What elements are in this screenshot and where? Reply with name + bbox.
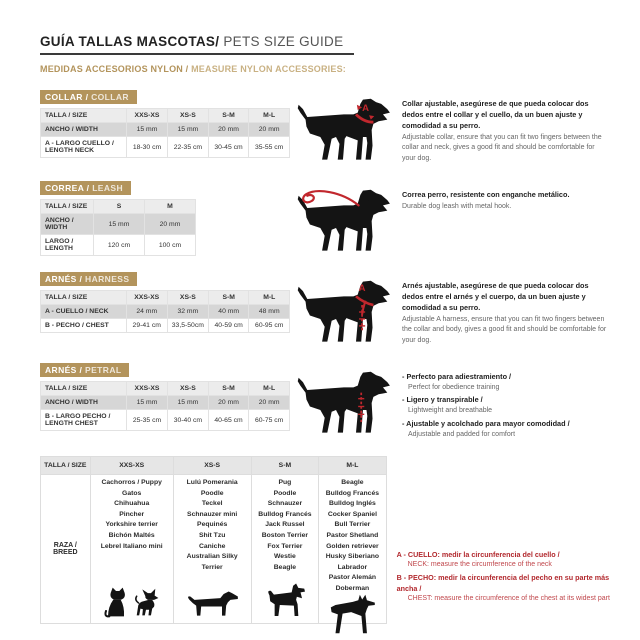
breed-item: Pug (278, 479, 292, 487)
petral-badge-en: PETRAL (85, 365, 122, 375)
value-cell: XXS-XS (126, 291, 167, 305)
value-cell: 15 mm (126, 123, 167, 137)
value-cell: 15 mm (168, 123, 209, 137)
value-cell: 30-40 cm (168, 410, 209, 431)
collar-desc-es: Collar ajustable, asegúrese de que pueda colocar dos dedos entre el collar y el cuello, da un buen ajuste y comodidad a su perro. (402, 99, 589, 130)
value-cell: 29-41 cm (126, 319, 167, 333)
petral-size-table (40, 381, 290, 431)
leash-badge (40, 181, 131, 195)
value-cell: XS-S (168, 109, 209, 123)
petral-bullet (402, 395, 610, 416)
doberman-icon (327, 594, 377, 638)
petral-bullet-en: Adjustable and padded for comfort (408, 430, 516, 438)
value-cell: S-M (251, 457, 319, 475)
breed-item: Doberman (335, 584, 370, 592)
petral-dog-figure (290, 360, 402, 438)
note-b-es: B - PECHO: medir la circunferencia del pecho en su parte más ancha / (396, 572, 610, 594)
value-cell: 40-65 cm (208, 410, 249, 431)
breed-item: Pastor Alemán (328, 574, 377, 582)
petral-chest-row (41, 410, 290, 431)
value-cell: 20 mm (249, 123, 290, 137)
breed-item: Poodle (200, 489, 224, 497)
breed-item: Beagle (273, 563, 297, 571)
breed-item: Bull Terrier (334, 521, 371, 529)
breed-item: Pincher (119, 510, 145, 518)
breed-item: Boston Terrier (261, 531, 309, 539)
harness-chest-row (41, 319, 290, 333)
value-cell: 25-35 cm (126, 410, 167, 431)
breed-item: Pequinés (197, 521, 228, 529)
petral-header-row (41, 382, 290, 396)
value-cell: 48 mm (249, 305, 290, 319)
petral-description (402, 360, 610, 442)
leash-dog-figure (290, 178, 402, 256)
value-cell: M-L (249, 382, 290, 396)
note-b-en: CHEST: measure the circumference of the chest at its widest part (407, 595, 610, 603)
leash-description (402, 178, 610, 212)
petral-bullet-es: - Ligero y transpirable / (402, 395, 483, 405)
breed-item: Shit Tzu (198, 531, 226, 539)
dog-petral-illustration-icon (296, 368, 396, 438)
leash-line-mark (303, 191, 358, 205)
petral-badge (40, 363, 129, 377)
collar-neck-row (41, 137, 290, 158)
dachshund-icon (185, 589, 239, 619)
value-cell: 20 mm (249, 396, 290, 410)
harness-header-row (41, 291, 290, 305)
value-cell: XS-S (173, 457, 251, 475)
measuring-notes (397, 549, 610, 607)
value-cell: 35-55 cm (249, 137, 290, 158)
breed-item: Bichón Maltés (108, 531, 155, 539)
value-cell: XXS-XS (126, 109, 167, 123)
row-label: A - LARGO CUELLO / LENGTH NECK (41, 137, 127, 158)
petral-bullet (402, 372, 610, 393)
breed-item: Yorkshire terrier (105, 521, 158, 529)
value-cell: 100 cm (145, 235, 196, 256)
value-cell: M-L (249, 291, 290, 305)
size-header-label: TALLA / SIZE (41, 200, 94, 214)
value-cell: 20 mm (208, 123, 249, 137)
collar-width-row (41, 123, 290, 137)
petral-bullet (402, 419, 610, 440)
row-label: B - LARGO PECHO / LENGTH CHEST (41, 410, 127, 431)
breed-item: Labrador (337, 563, 368, 571)
breed-item: Golden retriever (326, 542, 379, 550)
dog-leash-illustration-icon (296, 186, 396, 256)
value-cell: S-M (208, 109, 249, 123)
leash-length-row (41, 235, 196, 256)
breed-item: Pastor Shetland (326, 531, 379, 539)
petral-bullet-es: - Ajustable y acolchado para mayor comodidad / (402, 418, 570, 428)
size-header-label: TALLA / SIZE (41, 382, 127, 396)
value-cell: S-M (208, 291, 249, 305)
breed-header-row (41, 457, 387, 475)
value-cell: XXS-XS (126, 382, 167, 396)
petral-bullet-en: Perfect for obedience training (408, 383, 500, 391)
petral-table-block (40, 360, 290, 431)
breed-size-header-label: TALLA / SIZE (41, 457, 91, 475)
breed-row-label: RAZA / BREED (41, 475, 91, 624)
petral-bullet-es: - Perfecto para adiestramiento / (402, 372, 512, 381)
size-header-label: TALLA / SIZE (41, 291, 127, 305)
page-title (40, 34, 354, 55)
breed-icons (176, 589, 249, 620)
value-cell: XXS-XS (90, 457, 173, 475)
value-cell: M (145, 200, 196, 214)
petral-bullet-en: Lightweight and breathable (408, 407, 493, 415)
breed-row (41, 475, 387, 624)
harness-desc-en: Adjustable A harness, ensure that you can fit two fingers between the collar and body, gives a good fit and should be comfortable for your dog. (402, 315, 607, 344)
leash-badge-es: CORREA / (45, 183, 93, 193)
breed-item: Cocker Spaniel (327, 510, 377, 518)
breed-icons (321, 594, 383, 639)
collar-badge-en: COLLAR (91, 92, 129, 102)
page-subtitle-en: MEASURE NYLON ACCESSORIES: (191, 64, 346, 74)
note-a-en: NECK: measure the circumference of the neck (407, 560, 552, 568)
value-cell: 15 mm (168, 396, 209, 410)
schnauzer-icon (264, 582, 306, 619)
breed-item: Fox Terrier (267, 542, 303, 550)
value-cell: 20 mm (208, 396, 249, 410)
breed-item: Chihuahua (114, 500, 150, 508)
leash-desc-en: Durable dog leash with metal hook. (402, 202, 512, 210)
breed-item: Cachorros / Puppy (101, 479, 162, 487)
leash-header-row (41, 200, 196, 214)
breed-cell-s-m (251, 475, 319, 624)
collar-desc-en: Adjustable collar, ensure that you can fit two fingers between the collar and neck, gives a good fit and should be comfortable for your dog. (402, 133, 602, 162)
leash-size-table (40, 199, 196, 256)
harness-badge (40, 272, 137, 286)
value-cell: M-L (319, 457, 386, 475)
row-label: ANCHO / WIDTH (41, 396, 127, 410)
collar-table-block (40, 87, 290, 158)
collar-description (402, 87, 610, 164)
row-label: LARGO / LENGTH (41, 235, 94, 256)
value-cell: 32 mm (167, 305, 208, 319)
collar-size-table (40, 108, 290, 158)
value-cell: 15 mm (94, 214, 145, 235)
harness-badge-es: ARNÉS / (45, 274, 86, 284)
row-label: B - PECHO / CHEST (41, 319, 127, 333)
petral-width-row (41, 396, 290, 410)
value-cell: S-M (208, 382, 249, 396)
harness-badge-en: HARNESS (85, 274, 130, 284)
value-cell: 40-59 cm (208, 319, 249, 333)
value-cell: S (94, 200, 145, 214)
section-leash (40, 178, 610, 256)
collar-badge-es: COLLAR / (45, 92, 92, 102)
value-cell: M-L (249, 109, 290, 123)
value-cell: 24 mm (126, 305, 167, 319)
row-label: A - CUELLO / NECK (41, 305, 127, 319)
dog-collar-illustration-icon (296, 95, 396, 165)
value-cell: 22-35 cm (168, 137, 209, 158)
cat-icon (104, 587, 128, 619)
breed-item: Poodle (273, 489, 297, 497)
breed-item: Beagle (341, 479, 364, 487)
section-collar (40, 87, 610, 165)
leash-width-row (41, 214, 196, 235)
page-subtitle (40, 64, 610, 74)
harness-neck-row (41, 305, 290, 319)
row-label: ANCHO / WIDTH (41, 214, 94, 235)
petral-badge-es: ARNÉS / (45, 365, 86, 375)
harness-table-block (40, 269, 290, 333)
breed-item: Australian Silky Terrier (186, 553, 238, 571)
measure-letter-a: A (362, 102, 369, 114)
chihuahua-icon (133, 587, 159, 619)
value-cell: 33,5-50cm (167, 319, 208, 333)
value-cell: 40 mm (208, 305, 249, 319)
value-cell: 30-45 cm (208, 137, 249, 158)
breed-icons (93, 587, 171, 620)
breed-list (176, 478, 249, 573)
row-label: ANCHO / WIDTH (41, 123, 127, 137)
breed-item: Lulú Pomerania (186, 479, 238, 487)
harness-description (402, 269, 610, 346)
breed-list (254, 478, 317, 573)
breed-cell-xs-s (173, 475, 251, 624)
harness-dog-figure (290, 269, 402, 347)
breed-item: Schnauzer mini (187, 510, 238, 518)
measure-letter-a: A (358, 283, 366, 295)
breed-icons (254, 582, 317, 620)
value-cell: 60-95 cm (249, 319, 290, 333)
leash-desc-es: Correa perro, resistente con enganche metálico. (402, 190, 570, 199)
breed-cell-m-l (319, 475, 386, 624)
breed-item: Lebrel Italiano mini (100, 542, 163, 550)
value-cell: XS-S (168, 382, 209, 396)
value-cell: 20 mm (145, 214, 196, 235)
leash-table-block (40, 178, 290, 256)
breed-item: Schnauzer (267, 500, 303, 508)
breed-item: Husky Siberiano (325, 553, 380, 561)
page-subtitle-es: MEDIDAS ACCESORIOS NYLON / (40, 64, 192, 74)
page-title-es: GUÍA TALLAS MASCOTAS/ (40, 34, 220, 49)
harness-desc-es: Arnés ajustable, asegúrese de que pueda colocar dos dedos entre el arnés y el cuerpo, da un buen ajuste y comodidad a su perro. (402, 281, 589, 312)
collar-header-row (41, 109, 290, 123)
value-cell: 15 mm (126, 396, 167, 410)
breed-item: Caniche (198, 542, 226, 550)
breed-list (93, 478, 171, 552)
breed-table (40, 456, 387, 624)
value-cell: 18-30 cm (126, 137, 167, 158)
breed-item: Gatos (122, 489, 142, 497)
value-cell: 120 cm (94, 235, 145, 256)
value-cell: XS-S (167, 291, 208, 305)
section-harness (40, 269, 610, 347)
collar-badge (40, 90, 137, 104)
value-cell: 60-75 cm (249, 410, 290, 431)
leash-badge-en: LEASH (92, 183, 124, 193)
section-petral (40, 360, 610, 442)
page-title-en: PETS SIZE GUIDE (219, 34, 344, 49)
breed-item: Teckel (201, 500, 223, 508)
breed-list (321, 478, 383, 594)
breed-section (40, 456, 610, 624)
breed-item: Bulldog Inglés (328, 500, 376, 508)
breed-item: Westie (274, 553, 296, 561)
breed-item: Bulldog Francés (325, 489, 380, 497)
note-a-es: A - CUELLO: medir la circunferencia del cuello / (396, 549, 560, 559)
collar-dog-figure (290, 87, 402, 165)
size-header-label: TALLA / SIZE (41, 109, 127, 123)
breed-item: Jack Russel (265, 521, 305, 529)
breed-item: Bulldog Francés (258, 510, 312, 518)
dog-harness-illustration-icon (296, 277, 396, 347)
breed-cell-xxs-xs (90, 475, 173, 624)
harness-size-table (40, 290, 290, 333)
